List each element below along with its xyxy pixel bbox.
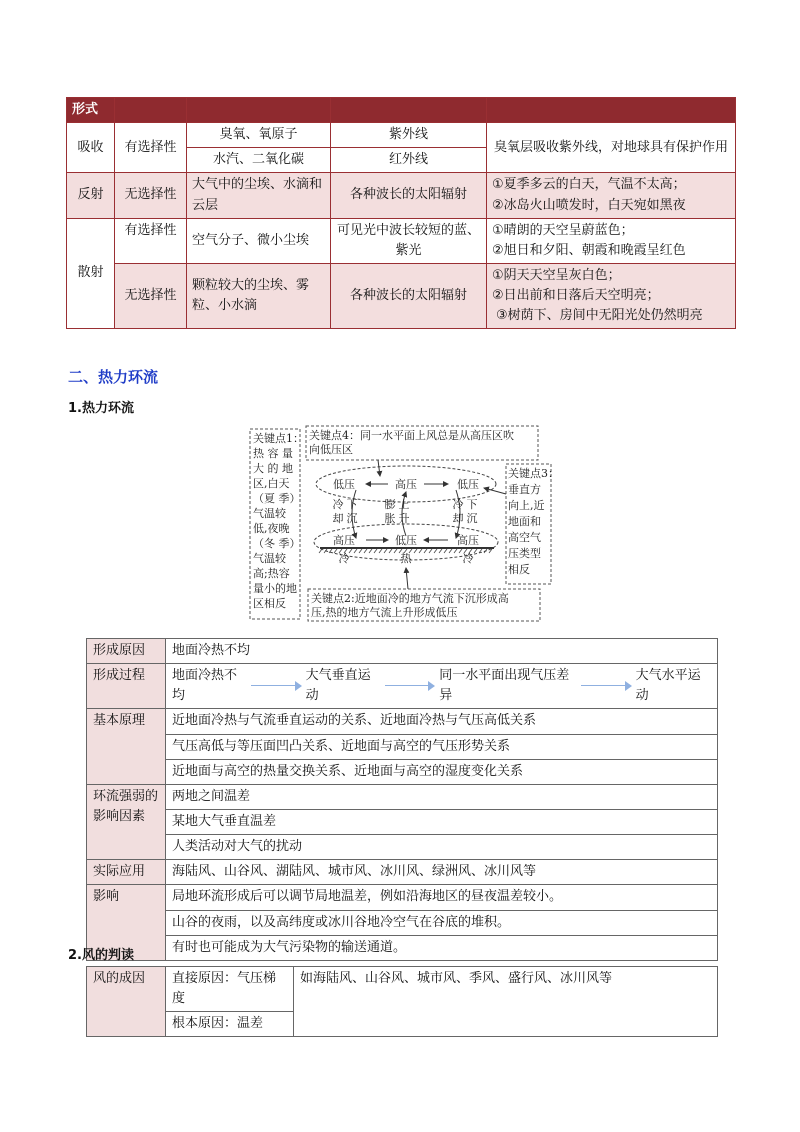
- hatch-mark: [444, 549, 447, 553]
- diagram-label: 上: [398, 498, 410, 511]
- diagram-label: 沉: [346, 512, 358, 525]
- wind-cause-table: [86, 966, 718, 1037]
- diagram-label: 关键点4：同一水平面上风总是从高压区吹: [309, 429, 514, 442]
- flow-arrow-icon: [581, 681, 631, 691]
- table-cell: 两地之间温差: [166, 784, 718, 809]
- diagram-label: 却: [332, 512, 344, 525]
- hatch-mark: [384, 549, 387, 553]
- radiation-cell: 红外线: [331, 148, 487, 173]
- substance-cell: 大气中的尘埃、水滴和云层: [187, 173, 331, 218]
- table-row: [87, 860, 718, 885]
- diagram-label: 冷: [452, 498, 464, 511]
- hatch-mark: [429, 549, 432, 553]
- hatch-mark: [319, 549, 322, 553]
- table-cell: 山谷的夜雨，以及高纬度或冰川谷地冷空气在谷底的堆积。: [166, 910, 718, 935]
- row-label: 形成原因: [87, 639, 166, 664]
- reflect-type: 无选择性: [115, 173, 187, 218]
- diagram-label: 胀: [384, 512, 396, 525]
- flow-arrow-icon: [385, 681, 435, 691]
- flow-cell: [166, 664, 718, 709]
- diagram-label: 向上,近: [508, 499, 545, 512]
- table-row: [87, 885, 718, 910]
- radiation-cell: 可见光中波长较短的蓝、紫光: [331, 218, 487, 263]
- table-cell: 海陆风、山谷风、湖陆风、城市风、冰川风、绿洲风、冰川风等: [166, 860, 718, 885]
- hatch-mark: [439, 549, 442, 553]
- diagram-label: 关键点3：: [508, 467, 559, 480]
- diagram-label: 地面和: [508, 515, 541, 528]
- diagram-label: 热 容 量: [253, 447, 293, 460]
- row-label: 形成过程: [87, 664, 166, 709]
- diagram-label: 压,热的地方气流上升形成低压: [311, 606, 458, 619]
- diagram-label: 下: [466, 498, 478, 511]
- reflect-label: 反射: [67, 173, 115, 218]
- diagram-label: 垂直方: [508, 483, 541, 496]
- radiation-cell: 各种波长的太阳辐射: [331, 173, 487, 218]
- row-label: 环流强弱的影响因素: [87, 784, 166, 859]
- table-cell: 近地面冷热与气流垂直运动的关系、近地面冷热与气压高低关系: [166, 709, 718, 734]
- hatch-mark: [359, 549, 362, 553]
- diagram-label: 膨: [384, 498, 396, 511]
- table-row: [87, 784, 718, 809]
- table-row: [87, 967, 718, 1012]
- flow-arrow-icon: [251, 681, 301, 691]
- substance-cell: 颗粒较大的尘埃、雾粒、小水滴: [187, 263, 331, 328]
- hatch-mark: [389, 549, 392, 553]
- row-label: 实际应用: [87, 860, 166, 885]
- pointer-key4: [378, 460, 380, 476]
- hatch-mark: [364, 549, 367, 553]
- hatch-mark: [434, 549, 437, 553]
- diagram-label: 低压: [395, 534, 417, 547]
- table-cell: 气压高低与等压面凹凸关系、近地面与高空的气压形势关系: [166, 734, 718, 759]
- hatch-mark: [354, 549, 357, 553]
- scatter-type-selective: 有选择性: [115, 218, 187, 263]
- diagram-label: 沉: [466, 512, 478, 525]
- subsection-title-2: 2.风的判读: [68, 948, 134, 963]
- direct-cause-cell: 直接原因：气压梯度: [166, 967, 294, 1012]
- hatch-mark: [394, 549, 397, 553]
- header-cell: 形式: [67, 98, 115, 123]
- diagram-label: 下: [346, 498, 358, 511]
- diagram-label: 高压: [395, 478, 417, 491]
- hatch-mark: [334, 549, 337, 553]
- table-row: [87, 734, 718, 759]
- table-cell: 人类活动对大气的扰动: [166, 835, 718, 860]
- pointer-key3: [484, 488, 506, 494]
- table-row: [87, 664, 718, 709]
- diagram-label: 升: [398, 512, 410, 525]
- row-label: 基本原理: [87, 709, 166, 784]
- scatter-type-nonselective: 无选择性: [115, 263, 187, 328]
- diagram-label: 低,夜晚: [253, 522, 290, 535]
- diagram-label: 却: [452, 512, 464, 525]
- diagram-label: 高;热容: [253, 567, 290, 580]
- atmosphere-effects-table: [66, 97, 736, 329]
- diagram-label: 区,白天: [253, 477, 290, 490]
- substance-cell: 臭氧、氧原子: [187, 123, 331, 148]
- substance-cell: 空气分子、微小尘埃: [187, 218, 331, 263]
- row-label: 风的成因: [87, 967, 166, 1037]
- table-row: [87, 809, 718, 834]
- diagram-label: 高空气: [508, 531, 541, 544]
- diagram-label: 气温较: [253, 552, 286, 565]
- hatch-mark: [449, 549, 452, 553]
- thermal-circulation-table: [86, 638, 718, 961]
- scatter-label: 散射: [67, 218, 115, 329]
- diagram-label: 高压: [457, 534, 479, 547]
- diagram-label: 热: [400, 552, 412, 565]
- table-row: [67, 218, 736, 263]
- radiation-cell: 各种波长的太阳辐射: [331, 263, 487, 328]
- diagram-label: 低压: [333, 478, 355, 491]
- table-row: [67, 263, 736, 328]
- diagram-label: 向低压区: [309, 443, 353, 456]
- diagram-label: 关键点2:近地面冷的地方气流下沉形成高: [311, 592, 509, 605]
- absorb-type: 有选择性: [115, 123, 187, 173]
- diagram-label: 大 的 地: [253, 462, 293, 475]
- table-header-row: [67, 98, 736, 123]
- table-row: [87, 759, 718, 784]
- substance-cell: 水汽、二氧化碳: [187, 148, 331, 173]
- table-row: [87, 709, 718, 734]
- example-cell: ①夏季多云的白天，气温不太高； ②冰岛火山喷发时，白天宛如黑夜: [487, 173, 736, 218]
- table-cell: 近地面与高空的热量交换关系、近地面与高空的湿度变化关系: [166, 759, 718, 784]
- hatch-mark: [379, 549, 382, 553]
- diagram-label: 相反: [508, 563, 530, 576]
- table-cell: 局地环流形成后可以调节局地温差，例如沿海地区的昼夜温差较小。: [166, 885, 718, 910]
- radiation-cell: 紫外线: [331, 123, 487, 148]
- diagram-label: 压类型: [508, 547, 541, 560]
- pointer-key2: [406, 568, 408, 589]
- table-row: [67, 123, 736, 148]
- diagram-label: （夏 季）: [253, 492, 301, 505]
- diagram-label: 冷: [332, 498, 344, 511]
- table-row: [87, 835, 718, 860]
- example-cell: ①晴朗的天空呈蔚蓝色； ②旭日和夕阳、朝霞和晚霞呈红色: [487, 218, 736, 263]
- table-cell: 某地大气垂直温差: [166, 809, 718, 834]
- table-row: [87, 935, 718, 960]
- diagram-label: 高压: [333, 534, 355, 547]
- hatch-mark: [454, 549, 457, 553]
- section-title: 二、热力环流: [68, 368, 159, 386]
- example-cell: 臭氧层吸收紫外线，对地球具有保护作用: [487, 123, 736, 173]
- diagram-label: 区相反: [253, 597, 286, 610]
- thermal-circulation-diagram: [248, 424, 559, 624]
- diagram-label: 冷: [462, 552, 474, 565]
- diagram-label: （冬 季）: [253, 537, 301, 550]
- examples-cell: 如海陆风、山谷风、城市风、季风、盛行风、冰川风等: [294, 967, 718, 1037]
- table-row: [67, 173, 736, 218]
- hatch-mark: [474, 549, 477, 553]
- absorb-label: 吸收: [67, 123, 115, 173]
- diagram-label: 关键点1：: [253, 432, 304, 445]
- hatch-mark: [374, 549, 377, 553]
- row-label: 影响: [87, 885, 166, 960]
- example-cell: ①阴天天空呈灰白色； ②日出前和日落后天空明亮； ③树荫下、房间中无阳光处仍然明亮: [487, 263, 736, 328]
- root-cause-cell: 根本原因：温差: [166, 1012, 294, 1037]
- table-cell: 有时也可能成为大气污染物的输送通道。: [166, 935, 718, 960]
- hatch-mark: [419, 549, 422, 553]
- diagram-label: 冷: [338, 552, 350, 565]
- hatch-mark: [424, 549, 427, 553]
- hatch-mark: [414, 549, 417, 553]
- table-cell: 地面冷热不均: [166, 639, 718, 664]
- diagram-label: 量小的地: [253, 582, 297, 595]
- diagram-label: 气温较: [253, 507, 286, 520]
- diagram-label: 低压: [457, 478, 479, 491]
- table-row: [87, 910, 718, 935]
- subsection-title-1: 1.热力环流: [68, 401, 134, 416]
- process-flow: 地面冷热不均 大气垂直运动 同一水平面出现气压差异 大气水平运动: [172, 668, 701, 704]
- hatch-mark: [369, 549, 372, 553]
- table-row: [87, 639, 718, 664]
